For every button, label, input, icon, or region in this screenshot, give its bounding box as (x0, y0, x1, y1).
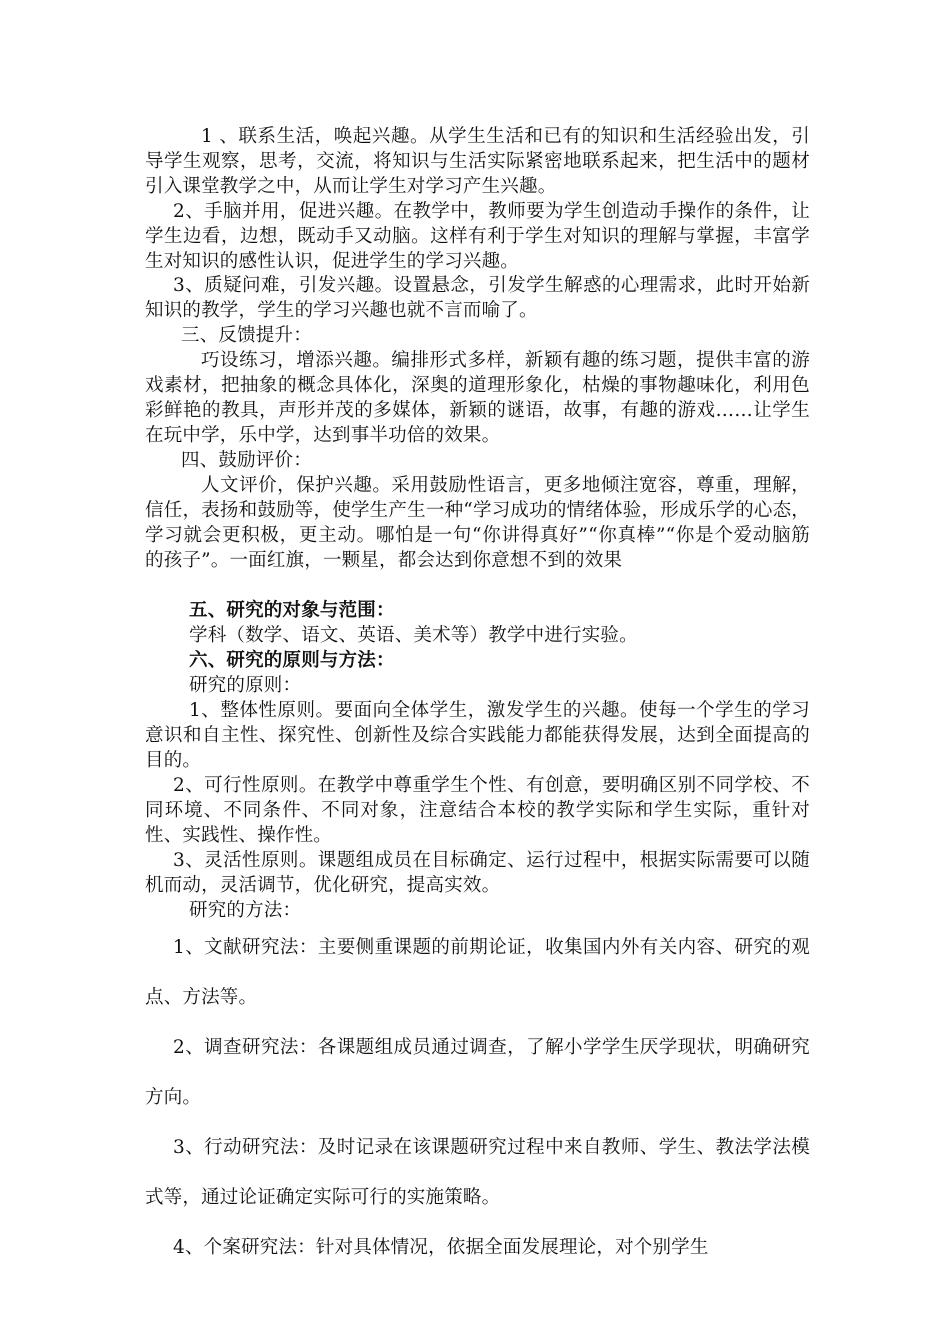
heading-evaluation: 四、鼓励评价： (181, 450, 312, 471)
paragraph-hands-brain: 2、手脑并用，促进兴趣。在教学中，教师要为学生创造动手操作的条件，让学生边看，边想，既动手又动脑。这样有利于学生对知识的理解与掌握，丰富学生对知识的感性认识，促进学生的学习兴趣。 (145, 201, 810, 272)
paragraph-method-action: 3、行动研究法：及时记录在该课题研究过程中来自教师、学生、教法学法模式等，通过论证确定实际可行的实施策略。 (145, 1137, 810, 1208)
paragraph-evaluation: 人文评价，保护兴趣。采用鼓励性语言，更多地倾注宽容，尊重，理解，信任，表扬和鼓励等，使学生产生一种“学习成功的情绪体验，形成乐学的心态，学习就会更积极，更主动。哪怕是一句“你讲得真好”“你真棒”“你是个爱动脑筋的孩子”。一面红旗，一颗星，都会达到你意想不到的效果 (145, 475, 810, 571)
paragraph-link-life: 1 、联系生活，唤起兴趣。从学生生活和已有的知识和生活经验出发，引导学生观察，思考，交流，将知识与生活实际紧密地联系起来，把生活中的题材引入课堂教学之中，从而让学生对学习产生兴趣。 (145, 126, 810, 197)
paragraph-question: 3、质疑问难，引发兴趣。设置悬念，引发学生解惑的心理需求，此时开始新知识的教学，学生的学习兴趣也就不言而喻了。 (145, 275, 810, 321)
subheading-methods: 研究的方法： (189, 900, 302, 921)
heading-feedback: 三、反馈提升： (181, 325, 312, 346)
paragraph-principle-feasible: 2、可行性原则。在教学中尊重学生个性、有创意，要明确区别不同学校、不同环境、不同条件、不同对象，注意结合本校的教学实际和学生实际，重针对性、实践性、操作性。 (145, 775, 810, 846)
paragraph-principle-flexible: 3、灵活性原则。课题组成员在目标确定、运行过程中，根据实际需要可以随机而动，灵活调节，优化研究，提高实效。 (145, 850, 810, 896)
paragraph-principle-whole: 1、整体性原则。要面向全体学生，激发学生的兴趣。使每一个学生的学习意识和自主性、探究性、创新性及综合实践能力都能获得发展，达到全面提高的目的。 (145, 700, 810, 771)
paragraph-method-literature: 1、文献研究法：主要侧重课题的前期论证，收集国内外有关内容、研究的观点、方法等。 (145, 937, 810, 1008)
subheading-principles: 研究的原则： (189, 675, 302, 696)
paragraph-method-case: 4、个案研究法：针对具体情况，依据全面发展理论，对个别学生 (173, 1237, 709, 1258)
paragraph-method-survey: 2、调查研究法：各课题组成员通过调查，了解小学学生厌学现状，明确研究方向。 (145, 1037, 810, 1108)
paragraph-practice: 巧设练习，增添兴趣。编排形式多样，新颖有趣的练习题，提供丰富的游戏素材，把抽象的概念具体化，深奥的道理形象化，枯燥的事物趣味化，利用色彩鲜艳的教具，声形并茂的多媒体，新颖的谜语，故事，有趣的游戏……让学生在玩中学，乐中学，达到事半功倍的效果。 (145, 350, 810, 446)
heading-principles-methods: 六、研究的原则与方法： (189, 650, 395, 671)
heading-object-scope: 五、研究的对象与范围： (189, 600, 395, 621)
paragraph-scope: 学科（数学、语文、英语、美术等）教学中进行实验。 (189, 625, 638, 646)
